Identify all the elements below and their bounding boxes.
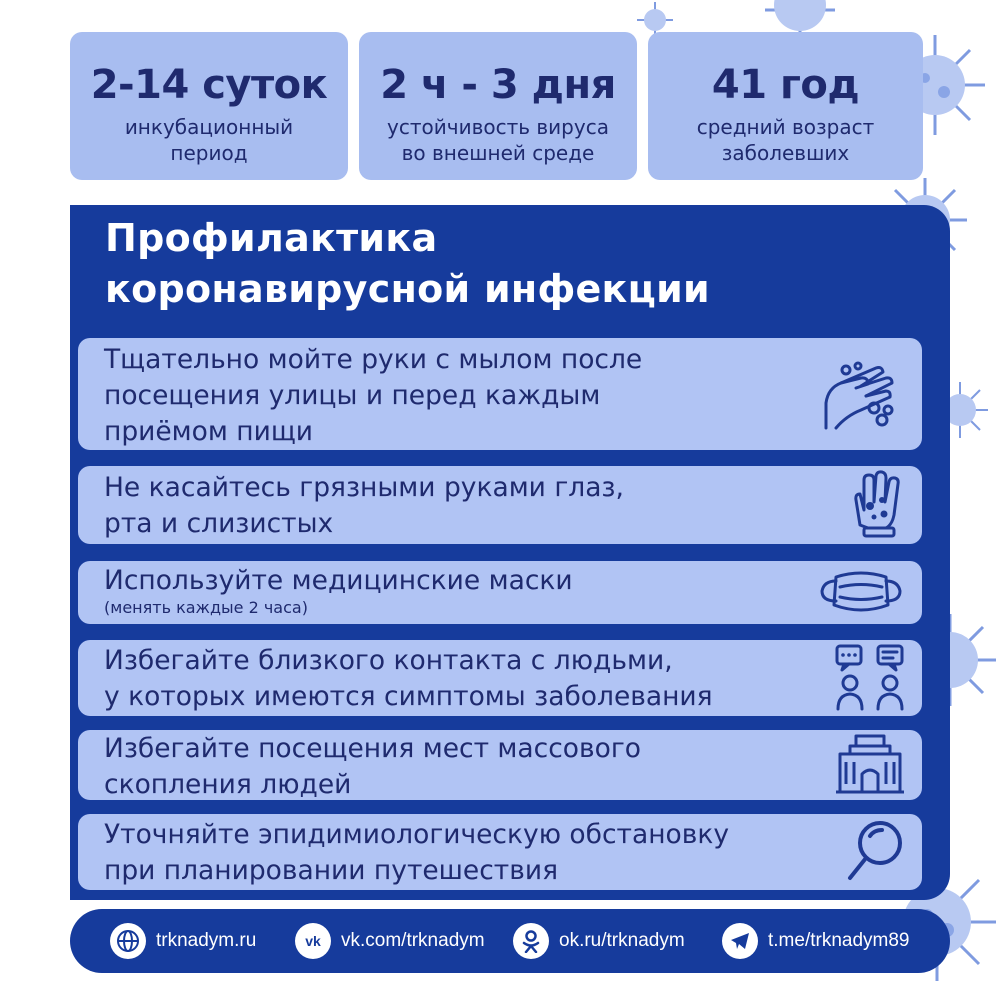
page-title: Профилактика коронавирусной инфекции: [105, 216, 710, 311]
tip-text: Избегайте посещения мест массового скопления людей: [104, 733, 641, 800]
tip-note: (менять каждые 2 часа): [104, 598, 308, 617]
footer-links-bar: [70, 909, 950, 973]
stat-card-virus-stability: [359, 32, 637, 180]
ok-label: ok.ru/trknadym: [559, 930, 685, 951]
vk-icon: vk: [295, 923, 331, 959]
stat-card-average-age: [648, 32, 923, 180]
tip-text: Избегайте близкого контакта с людьми, у которых имеются симптомы заболевания: [104, 645, 713, 712]
stat-card-incubation: [70, 32, 348, 180]
tip-card-check-epidemic: [78, 814, 922, 890]
stat-value: 2 ч - 3 дня: [380, 62, 616, 108]
odnoklassniki-icon: [513, 923, 549, 959]
tip-text: Не касайтесь грязными руками глаз, рта и слизистых: [104, 472, 624, 539]
tip-card-avoid-contact: [78, 640, 922, 716]
vk-link[interactable]: [295, 921, 485, 961]
hand-washing-icon: [816, 358, 906, 438]
website-link[interactable]: [110, 921, 256, 961]
dirty-hand-icon: [846, 470, 906, 540]
people-talking-icon: [834, 643, 906, 713]
ok-link[interactable]: [513, 921, 685, 961]
website-label: trknadym.ru: [156, 930, 257, 951]
face-mask-icon: [816, 567, 906, 617]
stat-label: инкубационный период: [124, 115, 294, 165]
tip-card-avoid-crowds: [78, 730, 922, 800]
tip-card-dont-touch-face: [78, 466, 922, 544]
tip-text: Уточняйте эпидимиологическую обстановку при планировании путешествия: [104, 819, 730, 886]
tip-card-wash-hands: [78, 338, 922, 450]
magnifier-icon: [844, 818, 906, 886]
stat-label: устойчивость вируса во внешней среде: [387, 115, 609, 165]
telegram-label: t.me/trknadym89: [768, 930, 910, 951]
vk-label: vk.com/trknadym: [341, 930, 485, 951]
telegram-link[interactable]: [722, 921, 910, 961]
building-icon: [834, 734, 906, 796]
tip-text: Используйте медицинские маски (менять каждые 2 часа): [104, 565, 573, 617]
stat-value: 2-14 суток: [90, 62, 328, 108]
stat-label: средний возраст заболевших: [696, 115, 875, 165]
tip-card-wear-masks: [78, 561, 922, 624]
globe-icon: [110, 923, 146, 959]
tip-text: Тщательно мойте руки с мылом после посещения улицы и перед каждым приёмом пищи: [104, 344, 643, 447]
telegram-icon: [722, 923, 758, 959]
stat-value: 41 год: [711, 62, 860, 108]
